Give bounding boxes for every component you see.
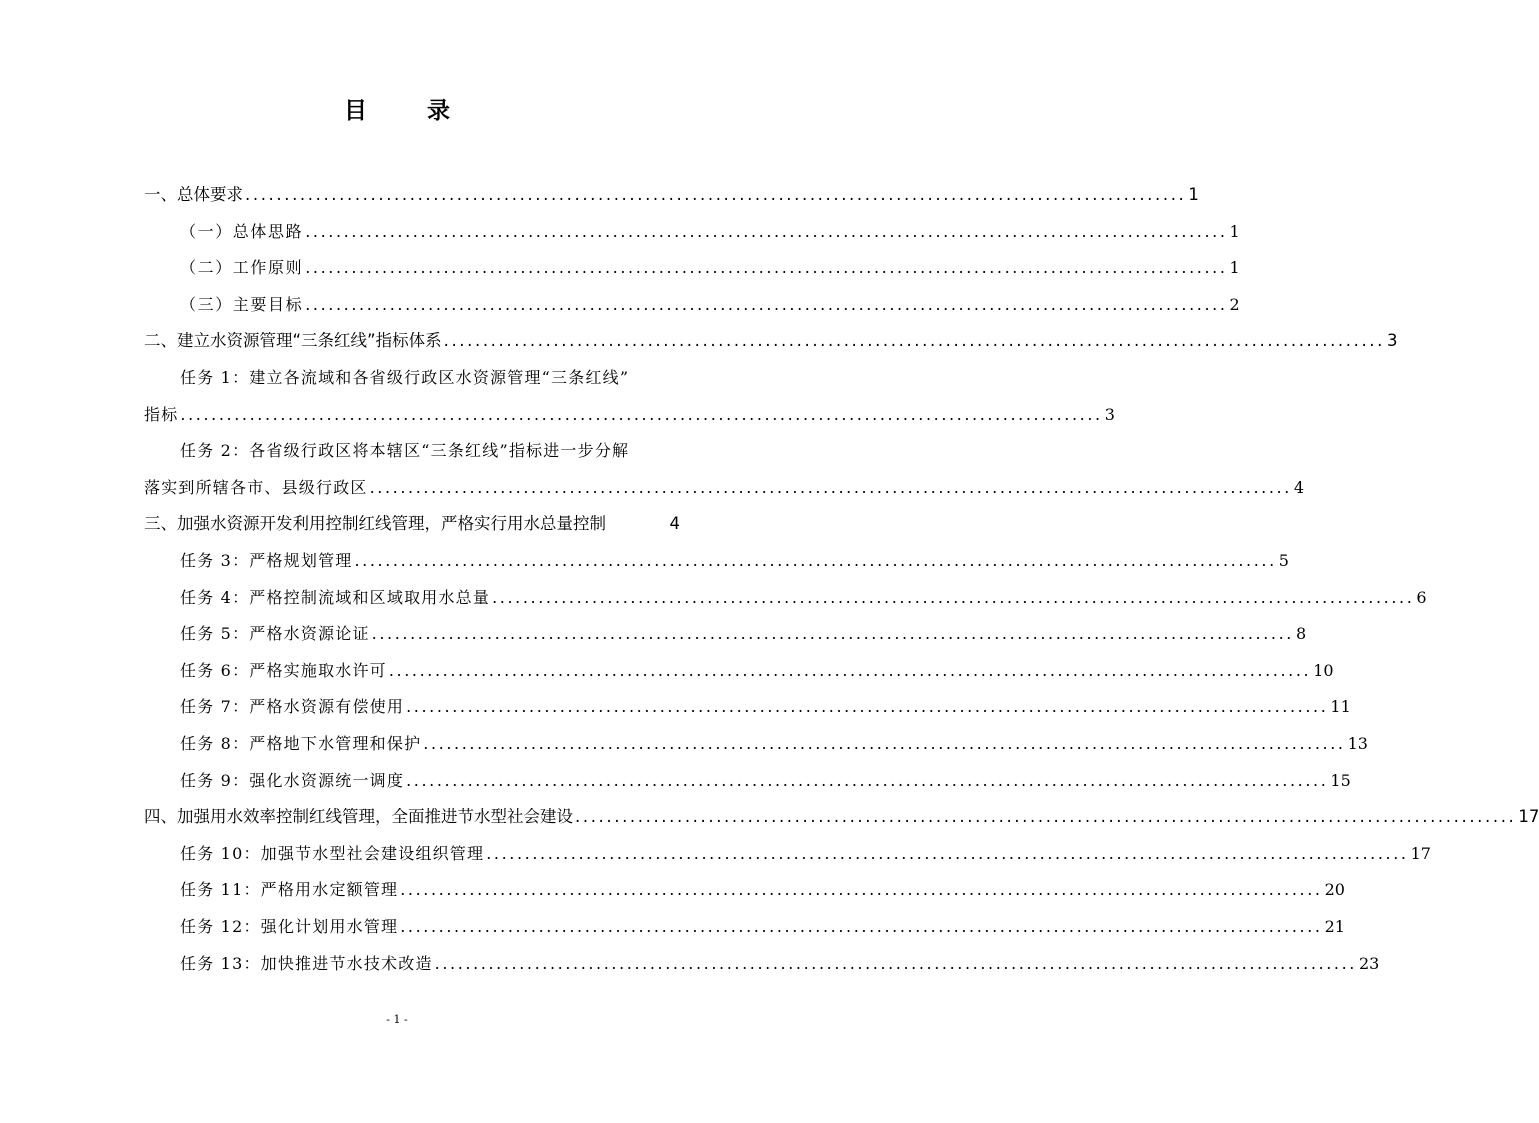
toc-entry[interactable] [180, 692, 1351, 722]
toc-entry-text: 二、建立水资源管理“三条红线”指标体系 [144, 331, 442, 351]
toc-entry-text: （一）总体思路 [180, 221, 304, 241]
toc-page-number: 3 [1104, 404, 1115, 424]
toc-entry[interactable] [180, 217, 1240, 247]
dot-leader: ........................................................................................................................ [486, 843, 1409, 863]
toc-entry[interactable] [180, 546, 1289, 576]
dot-leader: ........................................................................................................................ [305, 221, 1228, 241]
toc-page-number: 17 [1410, 843, 1431, 863]
toc-page-number: 5 [1278, 551, 1289, 570]
dot-leader: ........................................................................................................................ [492, 587, 1415, 607]
dot-leader: ........................................................................................................................ [180, 404, 1103, 424]
toc-page-number: 21 [1324, 917, 1345, 936]
toc-entry[interactable] [180, 656, 1334, 686]
toc-entry[interactable] [144, 802, 1539, 832]
toc-entry-text: 任务 12：强化计划用水管理 [180, 917, 399, 936]
toc-entry-text: 任务 3：严格规划管理 [180, 551, 353, 570]
dot-leader: ........................................................................................................................ [423, 734, 1346, 753]
toc-entry[interactable] [144, 400, 1115, 430]
dot-leader: ........................................................................................................................ [406, 697, 1329, 717]
toc-entry[interactable] [180, 253, 1240, 283]
toc-page-number: 3 [1387, 331, 1398, 351]
dot-leader: ........................................................................................................................ [371, 624, 1294, 644]
toc-entry-text: 任务 7：严格水资源有偿使用 [180, 697, 405, 717]
toc-entry-text: 四、加强用水效率控制红线管理，全面推进节水型社会建设 [144, 807, 573, 827]
toc-entry[interactable] [180, 436, 680, 466]
dot-leader: ........................................................................................................................ [305, 258, 1228, 278]
toc-entry-text: 任务 4：严格控制流域和区域取用水总量 [180, 587, 491, 607]
toc-entry-text: 落实到所辖各市、县级行政区 [144, 477, 368, 497]
toc-page-number: 1 [1229, 258, 1240, 278]
dot-leader: ........................................................................................................................ [400, 917, 1323, 936]
toc-entry-text: （二）工作原则 [180, 258, 304, 278]
dot-leader: ........................................................................................................................ [369, 477, 1292, 497]
toc-page-number: 1 [1229, 221, 1240, 241]
toc-page-number: 23 [1358, 953, 1380, 973]
toc-entry[interactable] [144, 180, 1199, 210]
toc-page-number: 11 [1330, 697, 1351, 717]
dot-leader: ........................................................................................................................ [434, 953, 1357, 973]
toc-entry-text: 任务 8：严格地下水管理和保护 [180, 734, 422, 753]
toc-page-number: 6 [1416, 587, 1427, 607]
toc-entry-text: 任务 11：严格用水定额管理 [180, 880, 399, 900]
toc-entry[interactable] [180, 363, 680, 393]
toc-page-number: 2 [1229, 294, 1240, 314]
toc-page-number: 1 [1188, 185, 1199, 204]
toc-entry-text: 三、加强水资源开发利用控制红线管理，严格实行用水总量控制 [144, 514, 606, 534]
toc-entry[interactable] [180, 290, 1240, 320]
toc-entry-text: 任务 9：强化水资源统一调度 [180, 770, 405, 790]
dot-leader: ........................................................................................................................ [388, 660, 1312, 680]
dot-leader: ........................................................................................................................ [400, 880, 1323, 900]
toc-entry[interactable] [180, 583, 1427, 613]
toc-entry[interactable] [180, 729, 1368, 759]
toc-entry-text: 任务 10：加强节水型社会建设组织管理 [180, 843, 485, 863]
toc-entry-text: （三）主要目标 [180, 294, 304, 314]
toc-entry[interactable] [144, 473, 1305, 503]
dot-leader: ........................................................................................................................ [443, 331, 1385, 351]
toc-entry-text: 指标 [144, 404, 179, 424]
page-title: 目 录 [343, 98, 476, 124]
dot-leader: ........................................................................................................................ [406, 770, 1329, 790]
toc-entry[interactable] [180, 839, 1431, 869]
dot-leader: ........................................................................................................................ [354, 551, 1277, 570]
toc-page-number: 15 [1330, 770, 1351, 790]
toc-entry-text: 任务 6：严格实施取水许可 [180, 660, 387, 680]
toc-page-number: 8 [1295, 624, 1307, 644]
toc-entry-text: 任务 5：严格水资源论证 [180, 624, 370, 644]
toc-entry-text: 任务 2：各省级行政区将本辖区“三条红线”指标进一步分解 [180, 441, 630, 461]
toc-entry[interactable] [144, 509, 680, 539]
toc-entry[interactable] [180, 875, 1345, 905]
page-number-footer: - 1 - [386, 1013, 408, 1026]
toc-entry[interactable] [144, 326, 1398, 356]
toc-entry[interactable] [180, 912, 1345, 942]
dot-leader: ........................................................................................................................ [575, 807, 1517, 827]
toc-entry-text: 任务 13：加快推进节水技术改造 [180, 953, 433, 973]
toc-page-number: 4 [1293, 477, 1305, 497]
toc-entry[interactable] [180, 949, 1380, 979]
toc-page-number: 20 [1324, 880, 1345, 900]
toc-entry-text: 一、总体要求 [144, 185, 243, 204]
toc-page-number: 13 [1347, 734, 1368, 753]
dot-leader: ........................................................................................................................ [245, 185, 1187, 204]
toc-page-number: 17 [1518, 807, 1539, 827]
dot-leader: ........................................................................................................................ [305, 294, 1228, 314]
toc-page-number: 4 [669, 514, 680, 534]
toc-entry-text: 任务 1：建立各流域和各省级行政区水资源管理“三条红线” [180, 368, 630, 387]
toc-entry[interactable] [180, 619, 1307, 649]
toc-page-number: 10 [1313, 660, 1334, 680]
toc-entry[interactable] [180, 766, 1351, 796]
